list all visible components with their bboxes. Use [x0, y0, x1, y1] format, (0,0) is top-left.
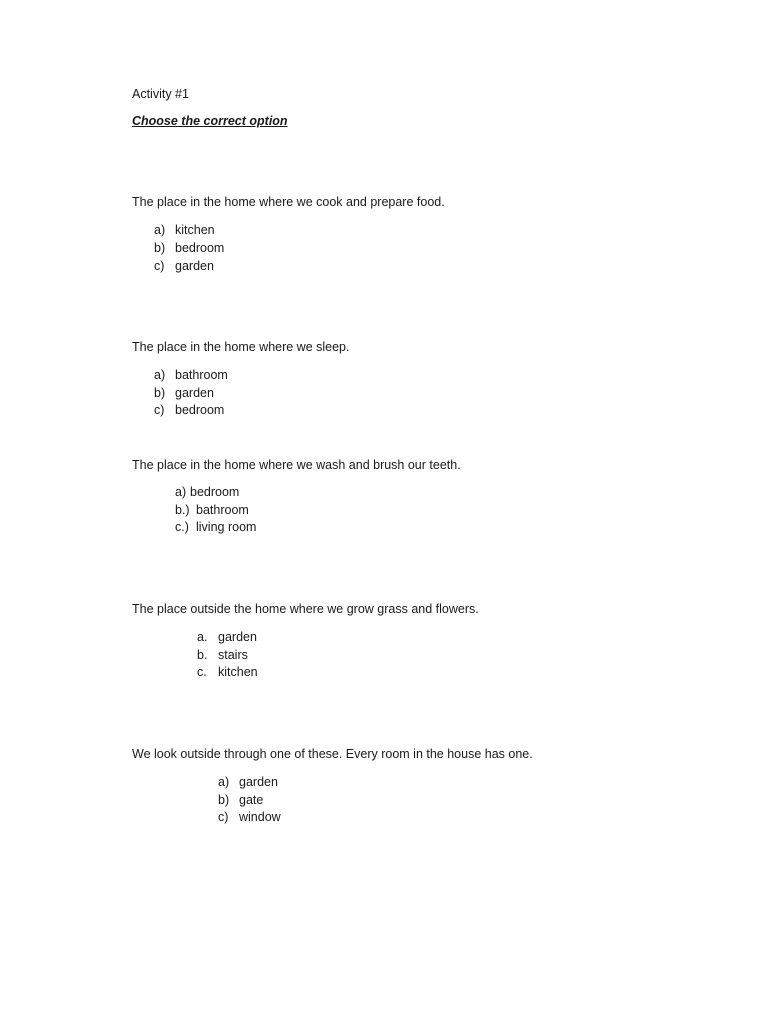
- option-label: gate: [239, 793, 264, 807]
- option-marker: c.: [197, 665, 207, 679]
- option-marker: a): [154, 368, 166, 382]
- option-label: garden: [175, 259, 214, 273]
- option-label: stairs: [218, 648, 248, 662]
- option-label: kitchen: [175, 223, 215, 237]
- option-label: living room: [196, 520, 257, 534]
- option-marker: c.): [175, 520, 189, 534]
- question-1-text: The place in the home where we cook and prepare food.: [132, 195, 445, 209]
- option-label: bathroom: [175, 368, 228, 382]
- option-marker: a): [154, 223, 166, 237]
- option-label: bedroom: [175, 403, 225, 417]
- question-1-option-b: [154, 242, 224, 255]
- question-1-option-c: [154, 260, 214, 273]
- question-3-option-b: [175, 504, 249, 517]
- option-marker: b.): [175, 503, 190, 517]
- question-2-option-c: [154, 404, 224, 417]
- option-marker: a): [218, 775, 230, 789]
- question-3-option-a: [175, 486, 239, 499]
- option-marker: c): [154, 403, 165, 417]
- question-5-option-b: [218, 794, 263, 807]
- option-marker: a): [175, 485, 187, 499]
- question-5-text: We look outside through one of these. Every room in the house has one.: [132, 747, 533, 761]
- question-1-option-a: [154, 224, 215, 237]
- option-marker: b): [218, 793, 230, 807]
- option-marker: b): [154, 386, 166, 400]
- option-marker: b): [154, 241, 166, 255]
- question-4-text: The place outside the home where we grow grass and flowers.: [132, 602, 479, 616]
- option-marker: c): [154, 259, 165, 273]
- question-4-option-c: [197, 666, 258, 679]
- option-label: bedroom: [175, 241, 225, 255]
- question-5-option-c: [218, 811, 281, 824]
- option-label: garden: [175, 386, 214, 400]
- question-4-option-a: [197, 631, 257, 644]
- question-2-option-b: [154, 387, 214, 400]
- activity-title: Activity #1: [132, 87, 189, 101]
- option-marker: b.: [197, 648, 208, 662]
- question-4-option-b: [197, 649, 248, 662]
- question-5-option-a: [218, 776, 278, 789]
- option-marker: c): [218, 810, 229, 824]
- option-label: bedroom: [190, 485, 240, 499]
- instruction-heading: Choose the correct option: [132, 114, 288, 128]
- question-3-text: The place in the home where we wash and brush our teeth.: [132, 458, 461, 472]
- question-2-text: The place in the home where we sleep.: [132, 340, 350, 354]
- option-label: bathroom: [196, 503, 249, 517]
- option-label: garden: [239, 775, 278, 789]
- option-marker: a.: [197, 630, 208, 644]
- question-3-option-c: [175, 521, 256, 534]
- option-label: window: [239, 810, 281, 824]
- question-2-option-a: [154, 369, 228, 382]
- option-label: kitchen: [218, 665, 258, 679]
- option-label: garden: [218, 630, 257, 644]
